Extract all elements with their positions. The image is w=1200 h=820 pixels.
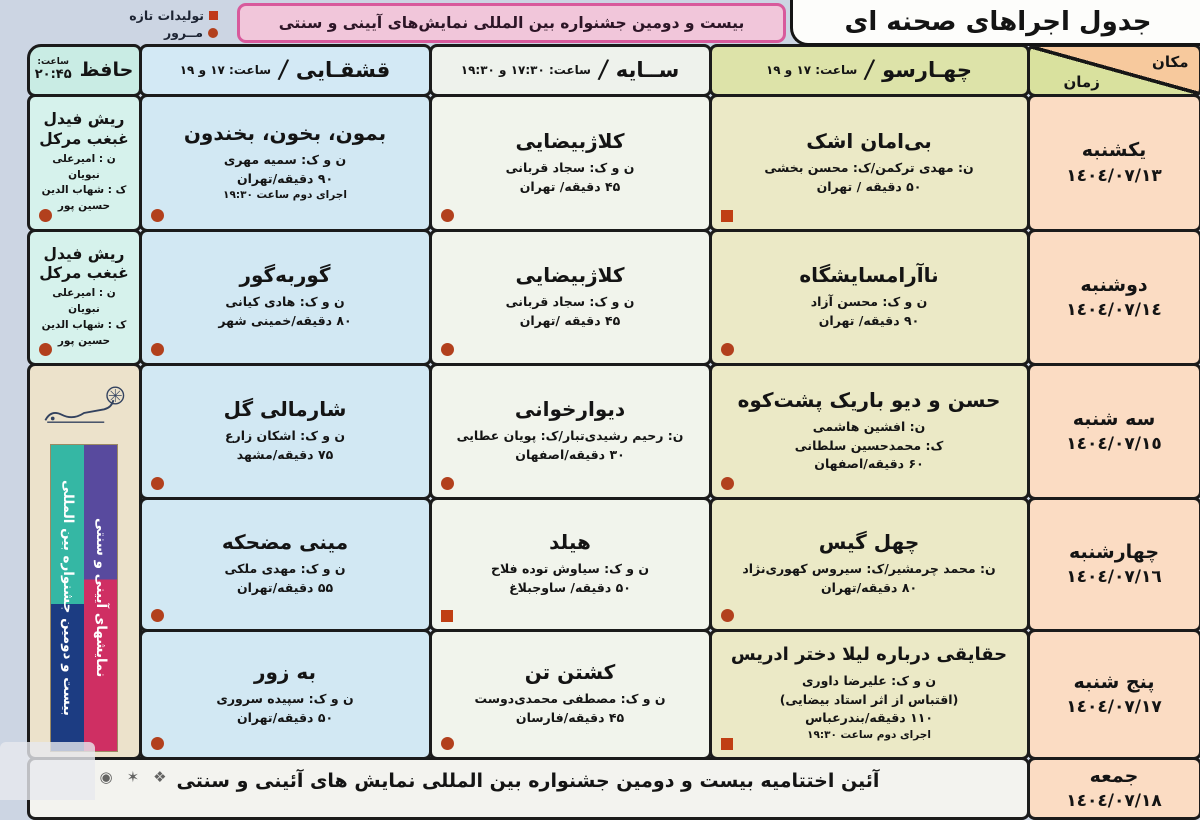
- show-cell-wed-chaharsou: [709, 497, 1030, 632]
- festival-poster: [27, 363, 142, 760]
- show-credits: ن و ک: سمیه مهری: [218, 151, 352, 170]
- show-details: ۳۰ دقیقه/اصفهان: [509, 446, 630, 465]
- status-marker-icon: [441, 343, 454, 356]
- venue-time: ساعت: ۱۷ و ۱۹: [180, 63, 271, 77]
- show-cell-tue-sayeh: [429, 363, 712, 500]
- poster-banner: [50, 444, 118, 752]
- show-credits: ن و ک: سجاد قربانی: [500, 293, 641, 312]
- venue-time: ساعت: ۱۷:۳۰ و ۱۹:۳۰: [461, 63, 591, 77]
- venue-header-chaharsou: [709, 44, 1030, 97]
- poster-card: [36, 370, 132, 752]
- show-title: کلاژبیضایی: [508, 129, 633, 154]
- show-credits: ن و ک: سیاوش توده فلاح: [485, 560, 655, 579]
- show-title: ریش فیدل غبغب مرکل: [30, 110, 139, 149]
- venue-time: ساعت: ۲۰:۴۵: [35, 58, 72, 82]
- show-title: شارمالی گل: [216, 397, 355, 422]
- show-cell-tue-chaharsou: [709, 363, 1030, 500]
- status-marker-icon: [441, 209, 454, 222]
- show-cell-wed-sayeh: [429, 497, 712, 632]
- show-cell-mon-chaharsou: [709, 229, 1030, 366]
- show-details: ۴۵ دقیقه /تهران: [514, 312, 627, 331]
- show-cell-sun-chaharsou: [709, 94, 1030, 232]
- show-title: هیلد: [541, 530, 599, 555]
- legend-review-label: مــرور: [164, 24, 203, 41]
- show-details: ۵۰ دقیقه/ ساوجبلاغ: [503, 579, 637, 598]
- show-cell-sun-qashqai: [139, 94, 432, 232]
- day-cell-monday: [1027, 229, 1200, 366]
- show-credits: ن و ک: علیرضا داوری: [796, 672, 942, 691]
- show-title: کشتن تن: [517, 660, 624, 685]
- show-credits: ن و ک: سجاد قربانی: [500, 159, 641, 178]
- show-cell-tue-qashqai: [139, 363, 432, 500]
- show-credits: ن : امیرعلی نبویان: [30, 152, 139, 184]
- show-cell-thu-qashqai: [139, 629, 432, 760]
- show-details: ۴۵ دقیقه/ تهران: [514, 178, 627, 197]
- legend: [18, 7, 218, 41]
- show-details: ۹۰ دقیقه/تهران: [231, 170, 339, 189]
- show-credits: ک : شهاب الدین حسین پور: [30, 318, 139, 350]
- venue-name: حافظ: [80, 59, 134, 81]
- review-icon: [208, 28, 218, 38]
- status-marker-icon: [39, 209, 52, 222]
- schedule-table: [28, 45, 1200, 800]
- show-credits: ن: محمد چرمشیر/ک: سیروس کهوری‌نژاد: [736, 560, 1001, 579]
- show-credits: ن و ک: مصطفی محمدی‌دوست: [468, 690, 671, 709]
- show-credits: ک: محمدحسین سلطانی: [789, 437, 950, 456]
- show-details: ۸۰ دقیقه/تهران: [815, 579, 923, 598]
- venue-header-qashqai: [139, 44, 432, 97]
- day-date: ١٤٠٤/٠٧/١٤: [1066, 300, 1161, 320]
- status-marker-icon: [721, 738, 733, 750]
- venue-name: ســایه: [616, 58, 680, 82]
- show-title: بمون، بخون، بخندون: [176, 121, 394, 146]
- show-details: ۵۰ دقیقه/تهران: [231, 709, 339, 728]
- venue-header-sayeh: [429, 44, 712, 97]
- day-name: سه شنبه: [1073, 408, 1156, 431]
- show-credits: ن و ک: مهدی ملکی: [218, 560, 351, 579]
- day-date: ١٤٠٤/٠٧/١٦: [1066, 567, 1161, 587]
- show-cell-sun-hafez: [27, 94, 142, 232]
- partner-logo-icon: ❖: [153, 768, 166, 786]
- show-title: حسن و دیو باریک پشت‌کوه: [730, 388, 1009, 413]
- slash-divider: /: [277, 55, 290, 86]
- corner-place-time-cell: [1027, 44, 1200, 97]
- slash-divider: /: [597, 55, 610, 86]
- day-name: دوشنبه: [1080, 274, 1147, 297]
- show-title: مینی مضحکه: [214, 530, 356, 555]
- status-marker-icon: [721, 343, 734, 356]
- show-credits: ن : امیرعلی نبویان: [30, 286, 139, 318]
- poster-strip-right-text: نمایشهای آیینی و سنتی: [84, 445, 117, 751]
- status-marker-icon: [151, 209, 164, 222]
- partner-logo-icon: ✶: [127, 768, 140, 786]
- legend-new-productions: [18, 7, 218, 24]
- status-marker-icon: [721, 210, 733, 222]
- show-note: اجرای دوم ساعت ۱۹:۳۰: [223, 188, 347, 204]
- show-cell-thu-sayeh: [429, 629, 712, 760]
- legend-review: [18, 24, 218, 41]
- day-cell-thursday: [1027, 629, 1200, 760]
- closing-ceremony-text: آئین اختتامیه بیست و دومین جشنواره بین المللی نمایش های آئینی و سنتی: [177, 770, 880, 792]
- show-credits: ن و ک: محسن آزاد: [805, 293, 934, 312]
- status-marker-icon: [151, 737, 164, 750]
- status-marker-icon: [721, 609, 734, 622]
- show-title: ناآرامسایشگاه: [791, 263, 946, 288]
- venue-time: ساعت: ۱۷ و ۱۹: [766, 63, 857, 77]
- show-credits: ن: رحیم رشیدی‌تبار/ک: پویان عطایی: [451, 427, 690, 446]
- status-marker-icon: [151, 609, 164, 622]
- page-background-smudge: [0, 742, 95, 800]
- show-credits: ن و ک: سپیده سروری: [210, 690, 359, 709]
- show-cell-mon-sayeh: [429, 229, 712, 366]
- partner-logos: [100, 768, 167, 786]
- page-title: جدول اجراهای صحنه ای: [790, 0, 1200, 46]
- day-date: ١٤٠٤/٠٧/١٥: [1066, 434, 1161, 454]
- day-name: پنج شنبه: [1074, 671, 1155, 694]
- show-title: ریش فیدل غبغب مرکل: [30, 245, 139, 284]
- show-details: ۴۵ دقیقه/فارسان: [510, 709, 630, 728]
- show-credits: ن و ک: هادی کیانی: [219, 293, 350, 312]
- day-name: یکشنبه: [1082, 139, 1147, 162]
- day-name: جمعه: [1090, 765, 1139, 788]
- day-cell-tuesday: [1027, 363, 1200, 500]
- status-marker-icon: [151, 477, 164, 490]
- status-marker-icon: [441, 737, 454, 750]
- closing-ceremony-cell: [27, 757, 1030, 820]
- day-date: ١٤٠٤/٠٧/١٧: [1066, 697, 1161, 717]
- new-production-icon: [209, 11, 218, 20]
- show-credits: ک : شهاب الدین حسین پور: [30, 183, 139, 215]
- day-cell-sunday: [1027, 94, 1200, 232]
- venue-header-hafez: [27, 44, 142, 97]
- day-date: ١٤٠٤/٠٧/١٣: [1066, 166, 1161, 186]
- venue-name: چهـارسو: [882, 58, 972, 82]
- festival-banner: بیست و دومین جشنواره بین المللی نمایش‌های آیینی و سنتی: [237, 3, 786, 43]
- poster-strip-left: [51, 445, 84, 751]
- day-cell-friday: [1027, 757, 1200, 820]
- show-details: ۷۵ دقیقه/مشهد: [231, 446, 339, 465]
- venue-name: قشقـایی: [296, 58, 390, 82]
- show-title: بی‌امان اشک: [798, 129, 940, 154]
- show-cell-mon-hafez: [27, 229, 142, 366]
- show-credits: ن: مهدی ترکمن/ک: محسن بخشی: [758, 159, 979, 178]
- day-name: چهارشنبه: [1069, 541, 1159, 564]
- day-cell-wednesday: [1027, 497, 1200, 632]
- show-cell-wed-qashqai: [139, 497, 432, 632]
- show-title: حقایقی درباره لیلا دختر ادریس: [723, 644, 1015, 667]
- show-title: گوربه‌گور: [232, 263, 339, 288]
- status-marker-icon: [39, 343, 52, 356]
- show-title: کلاژبیضایی: [508, 263, 633, 288]
- status-marker-icon: [721, 477, 734, 490]
- day-date: ١٤٠٤/٠٧/١٨: [1066, 791, 1161, 811]
- poster-illustration: [38, 370, 130, 444]
- corner-place-label: مکان: [1152, 53, 1188, 71]
- show-credits: ن: افشین هاشمی: [807, 418, 932, 437]
- show-adaptation: (اقتباس از اثر استاد بیضایی): [774, 691, 965, 710]
- status-marker-icon: [151, 343, 164, 356]
- slash-divider: /: [863, 55, 876, 86]
- legend-new-label: تولیدات تازه: [129, 7, 204, 24]
- show-details: ۵۵ دقیقه/تهران: [231, 579, 339, 598]
- show-details: ۵۰ دقیقه / تهران: [811, 178, 928, 197]
- poster-strip-left-text: بیست و دومین جشنواره بین المللی: [51, 445, 84, 751]
- show-cell-thu-chaharsou: [709, 629, 1030, 760]
- corner-time-label: زمان: [1064, 73, 1100, 91]
- show-details: ۱۱۰ دقیقه/بندرعباس: [799, 709, 939, 728]
- partner-logo-icon: ◉: [100, 768, 113, 786]
- show-details: ۸۰ دقیقه/خمینی شهر: [212, 312, 357, 331]
- poster-strip-right: [84, 445, 117, 751]
- show-credits: ن و ک: اشکان زارع: [219, 427, 351, 446]
- show-cell-sun-sayeh: [429, 94, 712, 232]
- show-title: به زور: [246, 660, 324, 685]
- show-note: اجرای دوم ساعت ۱۹:۳۰: [807, 728, 931, 744]
- show-cell-mon-qashqai: [139, 229, 432, 366]
- status-marker-icon: [441, 477, 454, 490]
- show-title: دیوارخوانی: [507, 397, 633, 422]
- show-details: ۶۰ دقیقه/اصفهان: [808, 455, 929, 474]
- show-title: چهل گیس: [811, 530, 928, 555]
- status-marker-icon: [441, 610, 453, 622]
- show-details: ۹۰ دقیقه/ تهران: [813, 312, 926, 331]
